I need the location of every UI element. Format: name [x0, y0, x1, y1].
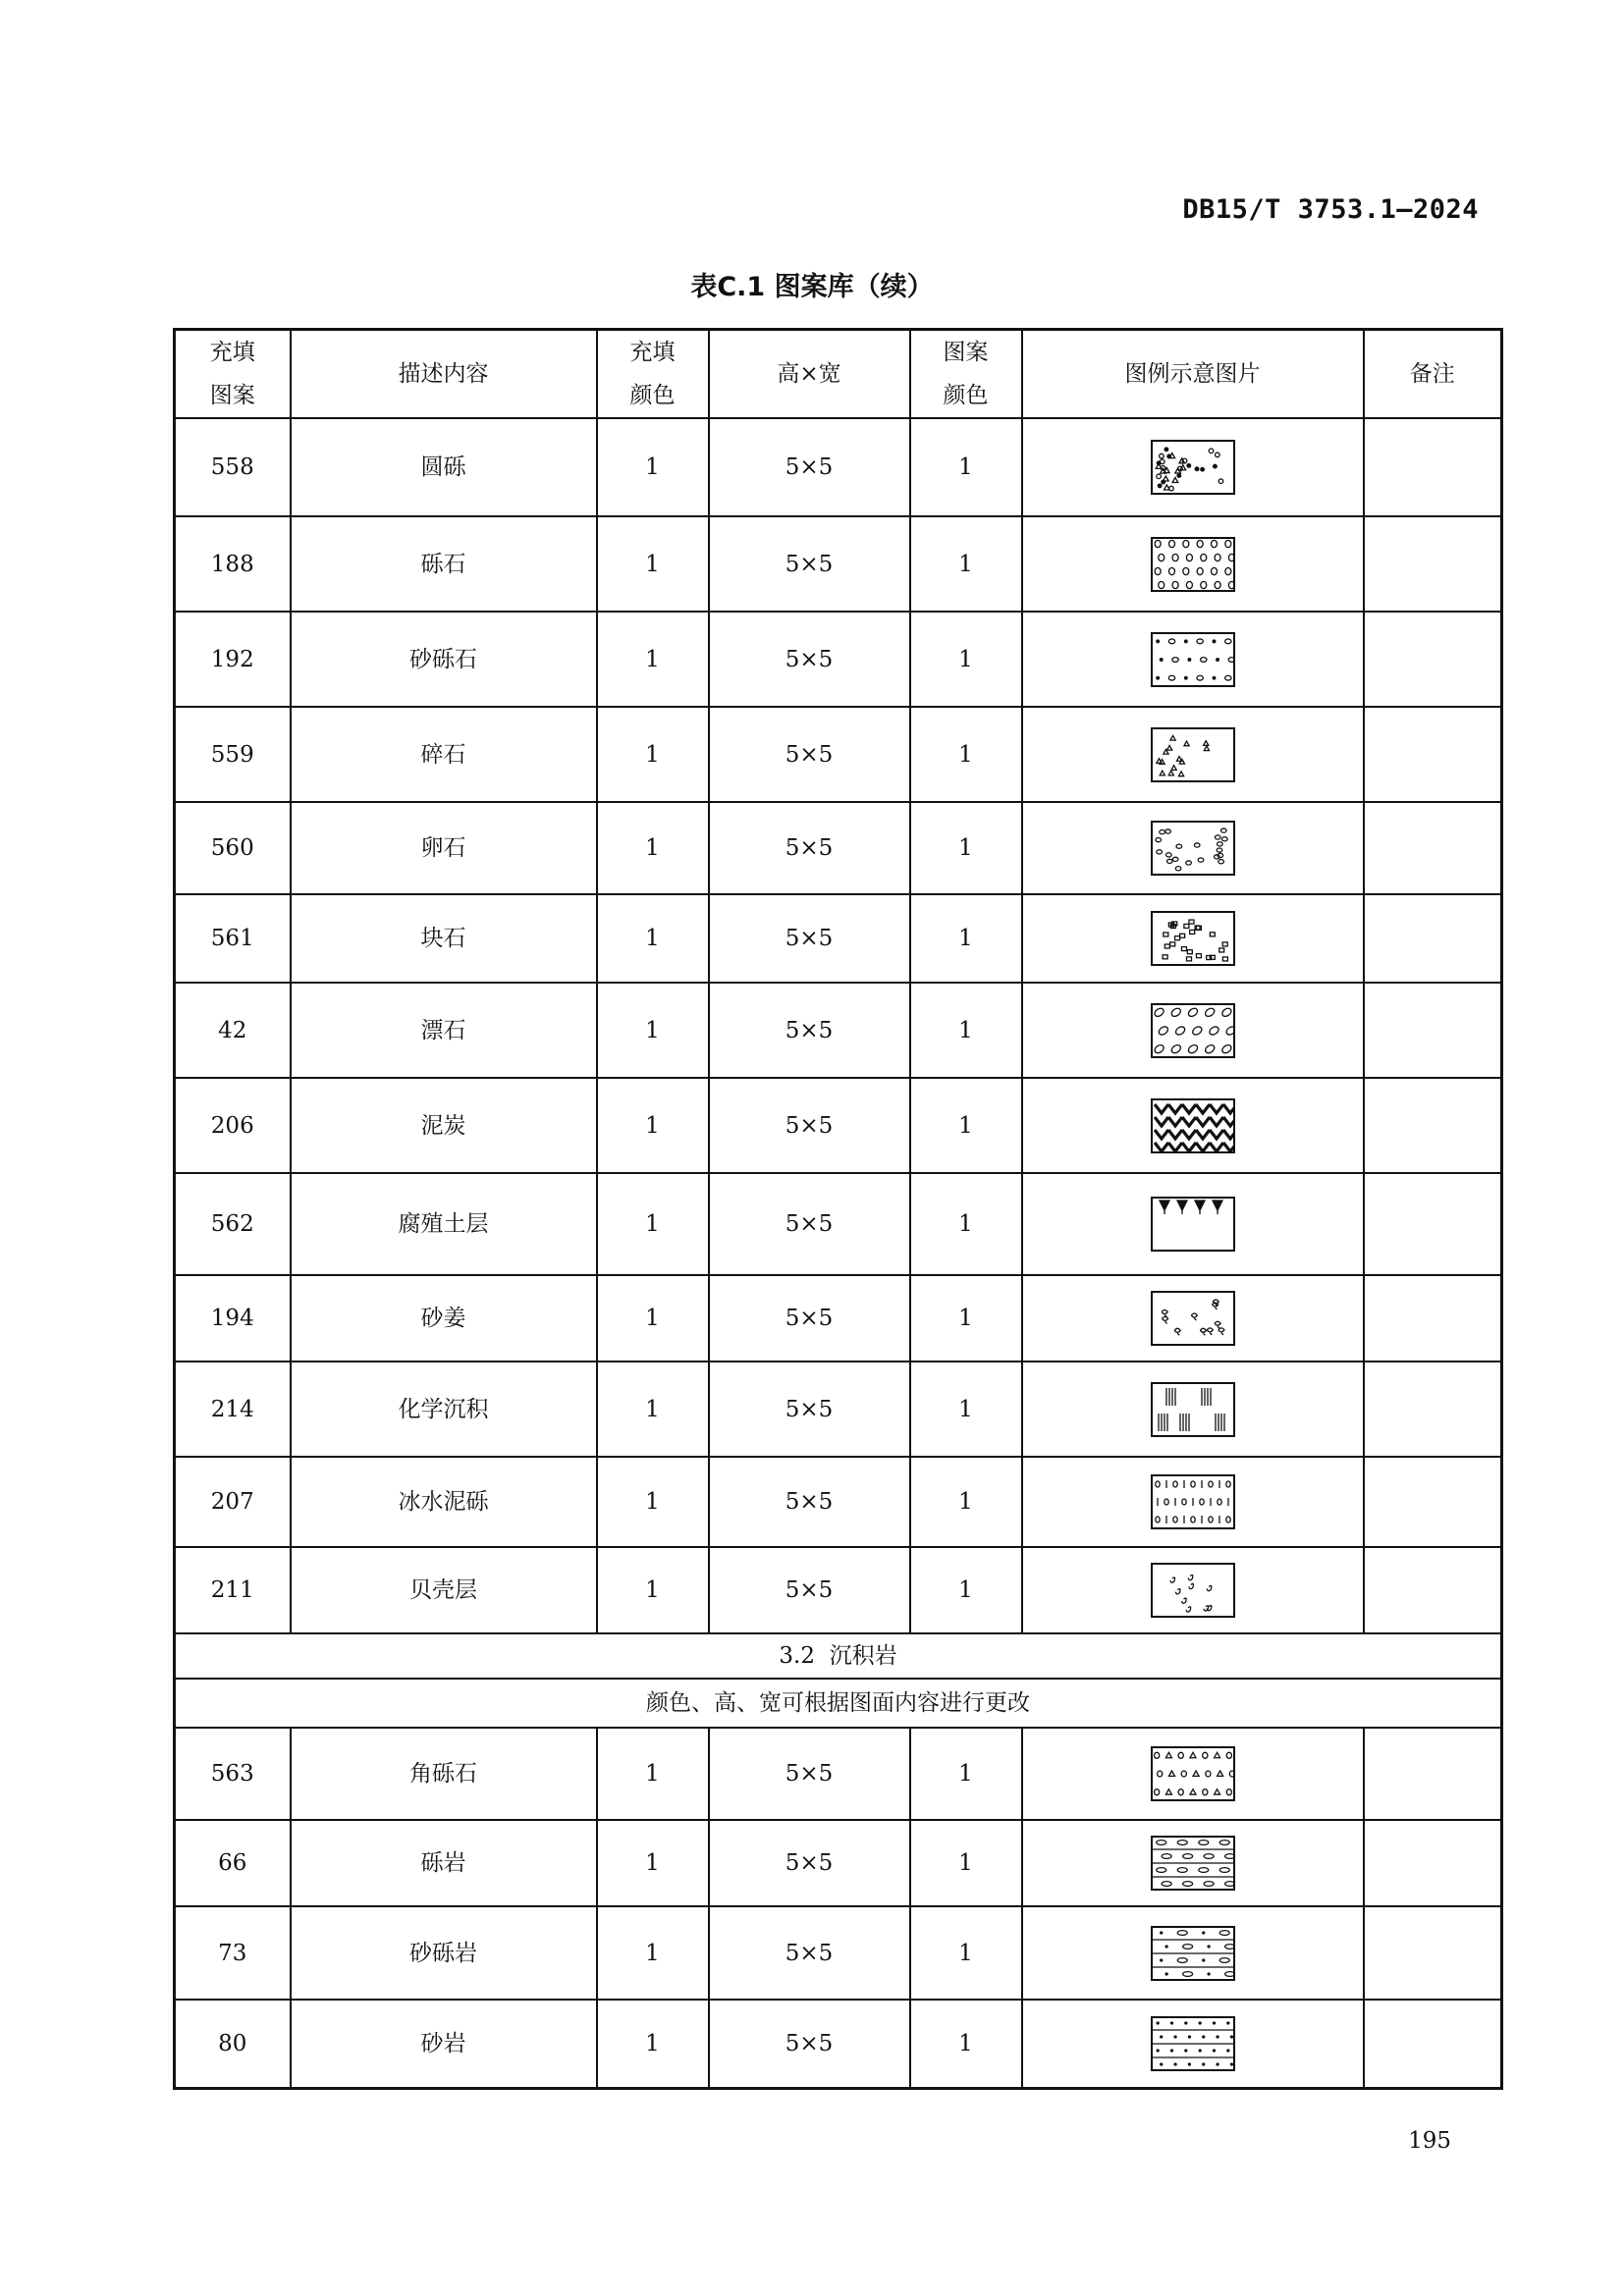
legend-image-cell: [1022, 1173, 1364, 1275]
fill-color-cell: 1: [597, 1728, 709, 1820]
pattern-id-cell: 559: [175, 707, 291, 802]
remark-cell: [1364, 802, 1502, 894]
table-row: [175, 418, 1502, 516]
section-note-row: [175, 1679, 1502, 1728]
description-cell: 砂砾岩: [291, 1906, 597, 2000]
fill-color-cell: 1: [597, 1173, 709, 1275]
table-header-row: [175, 330, 1502, 419]
legend-image-cell: [1022, 418, 1364, 516]
remark-cell: [1364, 1078, 1502, 1173]
sandy-gravel-pattern-swatch: [1151, 632, 1235, 687]
pattern-id-cell: 206: [175, 1078, 291, 1173]
pattern-id-cell: 207: [175, 1457, 291, 1547]
conglomerate-pattern-swatch: [1151, 1836, 1235, 1891]
shell-layer-pattern-swatch: [1151, 1563, 1235, 1618]
humus-pattern-swatch: [1151, 1197, 1235, 1252]
fill-color-cell: 1: [597, 983, 709, 1078]
legend-image-cell: [1022, 802, 1364, 894]
fill-color-cell: 1: [597, 612, 709, 707]
block-stone-pattern-swatch: [1151, 911, 1235, 966]
description-cell: 漂石: [291, 983, 597, 1078]
table-row: [175, 1362, 1502, 1457]
pattern-id-cell: 560: [175, 802, 291, 894]
table-row: [175, 1173, 1502, 1275]
gravel-pattern-swatch: [1151, 537, 1235, 592]
remark-cell: [1364, 1457, 1502, 1547]
breccia-pattern-swatch: [1151, 1746, 1235, 1801]
legend-image-cell: [1022, 1728, 1364, 1820]
col-fill-color-header: 充填 颜色: [597, 330, 709, 419]
legend-image-cell: [1022, 1362, 1364, 1457]
document-code: DB15/T 3753.1—2024: [1182, 194, 1479, 225]
pattern-color-cell: 1: [910, 612, 1022, 707]
size-cell: 5×5: [709, 1820, 910, 1906]
legend-image-cell: [1022, 1820, 1364, 1906]
size-cell: 5×5: [709, 418, 910, 516]
pattern-color-cell: 1: [910, 1362, 1022, 1457]
remark-cell: [1364, 707, 1502, 802]
pattern-color-cell: 1: [910, 1547, 1022, 1633]
pattern-color-cell: 1: [910, 894, 1022, 983]
table-row: [175, 1820, 1502, 1906]
crushed-stone-pattern-swatch: [1151, 727, 1235, 782]
table-row: [175, 1547, 1502, 1633]
fill-color-cell: 1: [597, 1906, 709, 2000]
remark-cell: [1364, 983, 1502, 1078]
size-cell: 5×5: [709, 894, 910, 983]
legend-image-cell: [1022, 1078, 1364, 1173]
description-cell: 圆砾: [291, 418, 597, 516]
fill-color-cell: 1: [597, 1275, 709, 1362]
size-cell: 5×5: [709, 1728, 910, 1820]
description-cell: 卵石: [291, 802, 597, 894]
legend-image-cell: [1022, 1547, 1364, 1633]
pattern-color-cell: 1: [910, 1078, 1022, 1173]
col-fill-pattern-header: 充填 图案: [175, 330, 291, 419]
size-cell: 5×5: [709, 1078, 910, 1173]
fill-color-cell: 1: [597, 802, 709, 894]
legend-image-cell: [1022, 894, 1364, 983]
legend-image-cell: [1022, 983, 1364, 1078]
sandstone-pattern-swatch: [1151, 2016, 1235, 2071]
table-row: [175, 1078, 1502, 1173]
fill-color-cell: 1: [597, 707, 709, 802]
pattern-id-cell: 188: [175, 516, 291, 612]
section-title-cell: 3.2 沉积岩: [175, 1633, 1502, 1679]
description-cell: 砾岩: [291, 1820, 597, 1906]
pattern-id-cell: 562: [175, 1173, 291, 1275]
col-size-header: 高×宽: [709, 330, 910, 419]
pattern-id-cell: 214: [175, 1362, 291, 1457]
table-row: [175, 516, 1502, 612]
size-cell: 5×5: [709, 612, 910, 707]
pattern-id-cell: 561: [175, 894, 291, 983]
peat-pattern-swatch: [1151, 1098, 1235, 1153]
pattern-color-cell: 1: [910, 1457, 1022, 1547]
col-description-header: 描述内容: [291, 330, 597, 419]
fill-color-cell: 1: [597, 2000, 709, 2088]
col-pattern-color-header: 图案 颜色: [910, 330, 1022, 419]
pattern-color-cell: 1: [910, 1173, 1022, 1275]
remark-cell: [1364, 1362, 1502, 1457]
pebble-pattern-swatch: [1151, 821, 1235, 876]
description-cell: 贝壳层: [291, 1547, 597, 1633]
legend-image-cell: [1022, 1275, 1364, 1362]
pattern-color-cell: 1: [910, 1820, 1022, 1906]
pattern-id-cell: 563: [175, 1728, 291, 1820]
size-cell: 5×5: [709, 1275, 910, 1362]
fill-color-cell: 1: [597, 1362, 709, 1457]
glacio-till-pattern-swatch: [1151, 1474, 1235, 1529]
fill-color-cell: 1: [597, 418, 709, 516]
remark-cell: [1364, 612, 1502, 707]
section-title-row: [175, 1633, 1502, 1679]
pattern-color-cell: 1: [910, 983, 1022, 1078]
remark-cell: [1364, 1173, 1502, 1275]
fill-color-cell: 1: [597, 1820, 709, 1906]
pattern-id-cell: 42: [175, 983, 291, 1078]
legend-image-cell: [1022, 1906, 1364, 2000]
fill-color-cell: 1: [597, 1078, 709, 1173]
pattern-id-cell: 194: [175, 1275, 291, 1362]
table-row: [175, 1275, 1502, 1362]
description-cell: 砂砾石: [291, 612, 597, 707]
pattern-id-cell: 66: [175, 1820, 291, 1906]
fill-color-cell: 1: [597, 516, 709, 612]
description-cell: 砂岩: [291, 2000, 597, 2088]
pattern-color-cell: 1: [910, 1906, 1022, 2000]
size-cell: 5×5: [709, 516, 910, 612]
pattern-color-cell: 1: [910, 516, 1022, 612]
table-row: [175, 1728, 1502, 1820]
size-cell: 5×5: [709, 1362, 910, 1457]
round-gravel-pattern-swatch: [1151, 440, 1235, 495]
pattern-id-cell: 80: [175, 2000, 291, 2088]
table-row: [175, 612, 1502, 707]
description-cell: 砂姜: [291, 1275, 597, 1362]
caliche-pattern-swatch: [1151, 1291, 1235, 1346]
remark-cell: [1364, 516, 1502, 612]
description-cell: 砾石: [291, 516, 597, 612]
glutenite-pattern-swatch: [1151, 1926, 1235, 1981]
fill-color-cell: 1: [597, 894, 709, 983]
pattern-color-cell: 1: [910, 418, 1022, 516]
page-number: 195: [1408, 2128, 1451, 2154]
table-row: [175, 983, 1502, 1078]
table-title: 表C.1 图案库（续）: [690, 272, 934, 302]
col-remark-header: 备注: [1364, 330, 1502, 419]
remark-cell: [1364, 418, 1502, 516]
remark-cell: [1364, 894, 1502, 983]
description-cell: 碎石: [291, 707, 597, 802]
legend-image-cell: [1022, 1457, 1364, 1547]
description-cell: 块石: [291, 894, 597, 983]
pattern-library-table: [173, 328, 1503, 2090]
size-cell: 5×5: [709, 1173, 910, 1275]
fill-color-cell: 1: [597, 1547, 709, 1633]
description-cell: 角砾石: [291, 1728, 597, 1820]
table-row: [175, 707, 1502, 802]
table-row: [175, 802, 1502, 894]
table-row: [175, 2000, 1502, 2088]
remark-cell: [1364, 1906, 1502, 2000]
legend-image-cell: [1022, 612, 1364, 707]
pattern-id-cell: 558: [175, 418, 291, 516]
fill-color-cell: 1: [597, 1457, 709, 1547]
remark-cell: [1364, 1275, 1502, 1362]
remark-cell: [1364, 1820, 1502, 1906]
pattern-color-cell: 1: [910, 1275, 1022, 1362]
description-cell: 冰水泥砾: [291, 1457, 597, 1547]
legend-image-cell: [1022, 707, 1364, 802]
remark-cell: [1364, 2000, 1502, 2088]
description-cell: 化学沉积: [291, 1362, 597, 1457]
size-cell: 5×5: [709, 1547, 910, 1633]
pattern-id-cell: 192: [175, 612, 291, 707]
size-cell: 5×5: [709, 983, 910, 1078]
pattern-id-cell: 73: [175, 1906, 291, 2000]
section-note-cell: 颜色、高、宽可根据图面内容进行更改: [175, 1679, 1502, 1728]
table-row: [175, 1906, 1502, 2000]
description-cell: 泥炭: [291, 1078, 597, 1173]
pattern-color-cell: 1: [910, 707, 1022, 802]
table-row: [175, 1457, 1502, 1547]
pattern-color-cell: 1: [910, 2000, 1022, 2088]
table-row: [175, 894, 1502, 983]
boulder-pattern-swatch: [1151, 1003, 1235, 1058]
size-cell: 5×5: [709, 1457, 910, 1547]
legend-image-cell: [1022, 2000, 1364, 2088]
pattern-color-cell: 1: [910, 1728, 1022, 1820]
size-cell: 5×5: [709, 2000, 910, 2088]
pattern-color-cell: 1: [910, 802, 1022, 894]
remark-cell: [1364, 1547, 1502, 1633]
size-cell: 5×5: [709, 1906, 910, 2000]
remark-cell: [1364, 1728, 1502, 1820]
legend-image-cell: [1022, 516, 1364, 612]
size-cell: 5×5: [709, 707, 910, 802]
chemical-deposit-pattern-swatch: [1151, 1382, 1235, 1437]
pattern-id-cell: 211: [175, 1547, 291, 1633]
description-cell: 腐殖土层: [291, 1173, 597, 1275]
col-legend-image-header: 图例示意图片: [1022, 330, 1364, 419]
size-cell: 5×5: [709, 802, 910, 894]
